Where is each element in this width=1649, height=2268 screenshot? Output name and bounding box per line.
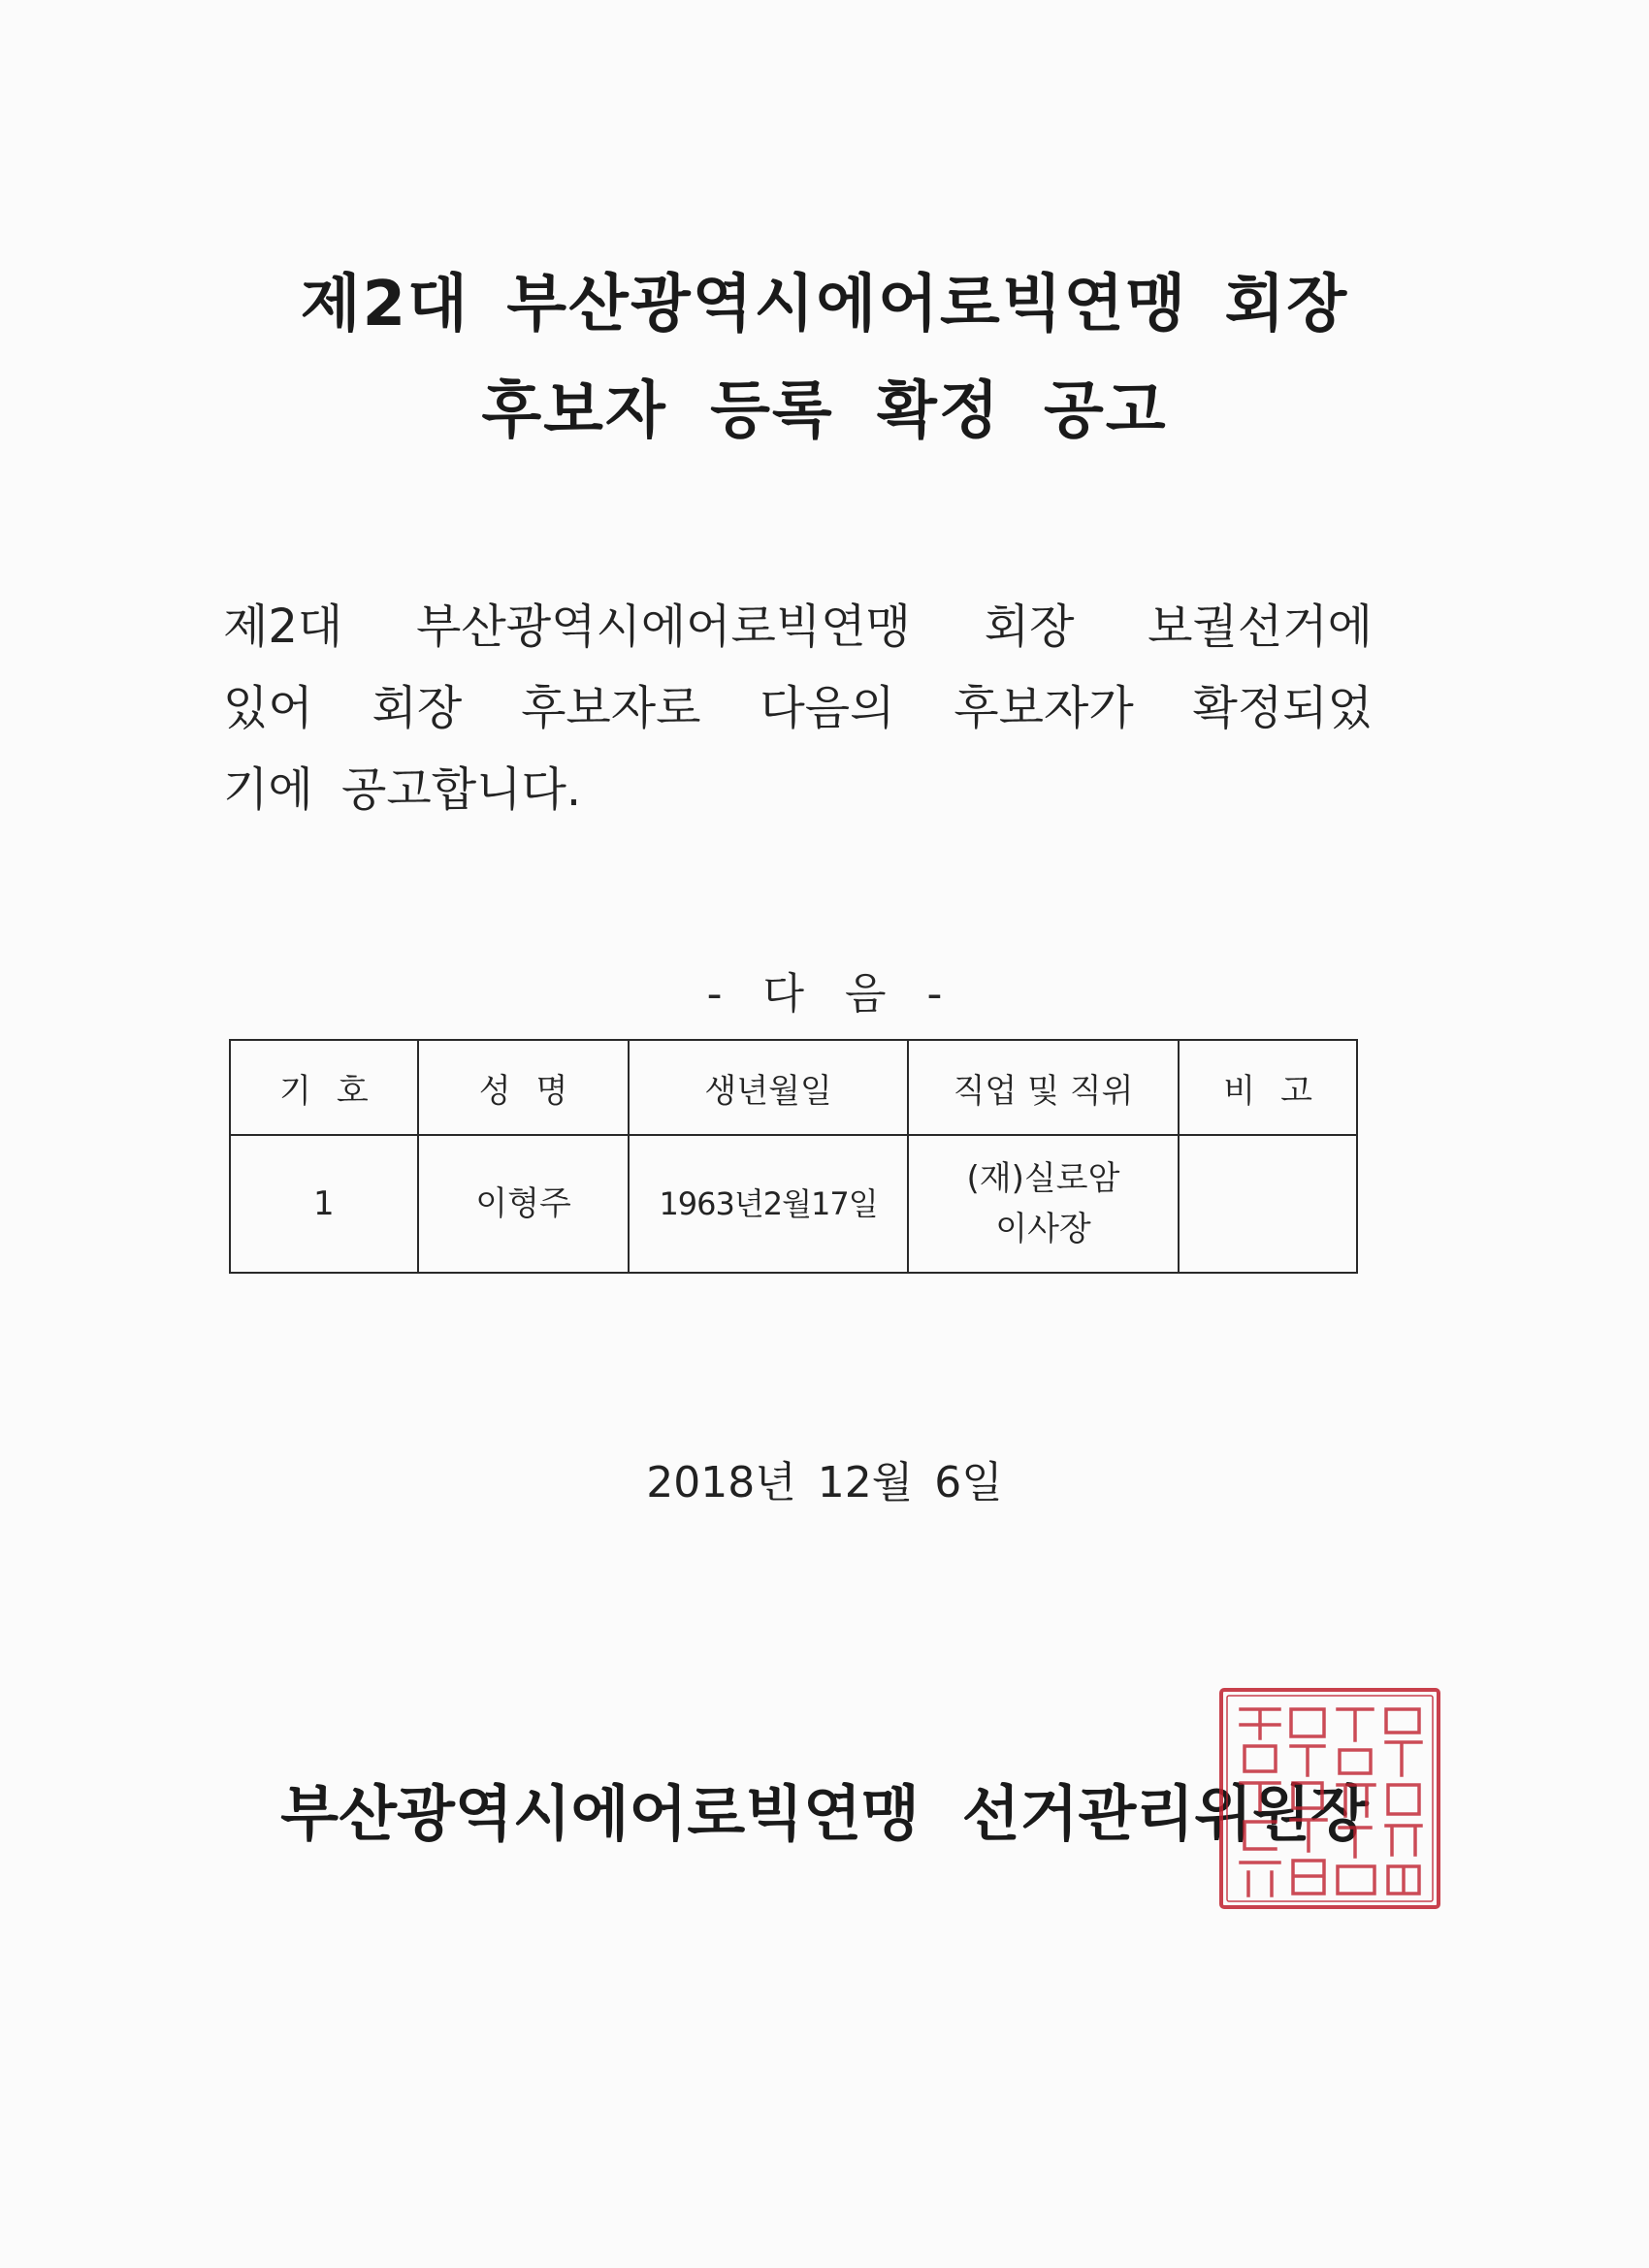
cell-job bbox=[908, 1135, 1179, 1273]
body-text-line-1: 제2대 부산광역시에어로빅연맹 회장 보궐선거에 bbox=[223, 599, 1373, 654]
cell-number: 1 bbox=[230, 1135, 418, 1273]
header-name: 성명 bbox=[418, 1040, 630, 1135]
header-job: 직업 및 직위 bbox=[908, 1040, 1179, 1135]
section-heading: - 다 음 - bbox=[706, 969, 943, 1019]
document-title-line-2: 후보자 등록 확정 공고 bbox=[481, 375, 1168, 447]
official-seal-icon bbox=[1217, 1686, 1442, 1911]
cell-job-line-1: (재)실로암 bbox=[966, 1159, 1120, 1198]
header-birth: 생년월일 bbox=[629, 1040, 907, 1135]
cell-name: 이형주 bbox=[418, 1135, 630, 1273]
cell-birth: 1963년2월17일 bbox=[629, 1135, 907, 1273]
signature-line: 부산광역시에어로빅연맹 선거관리위원장 bbox=[280, 1778, 1369, 1849]
header-number: 기호 bbox=[230, 1040, 418, 1135]
table-row bbox=[230, 1135, 1357, 1273]
body-text-line-3: 기에 공고합니다. bbox=[223, 762, 582, 817]
body-text-line-2: 있어 회장 후보자로 다음의 후보자가 확정되었 bbox=[223, 681, 1373, 735]
table-header-row bbox=[230, 1040, 1357, 1135]
header-note: 비고 bbox=[1179, 1040, 1357, 1135]
cell-note bbox=[1179, 1135, 1357, 1273]
cell-job-line-2: 이사장 bbox=[995, 1210, 1091, 1248]
candidate-table bbox=[229, 1039, 1358, 1274]
document-date: 2018년 12월 6일 bbox=[646, 1458, 1003, 1507]
document-title-line-1: 제2대 부산광역시에어로빅연맹 회장 bbox=[300, 269, 1349, 340]
